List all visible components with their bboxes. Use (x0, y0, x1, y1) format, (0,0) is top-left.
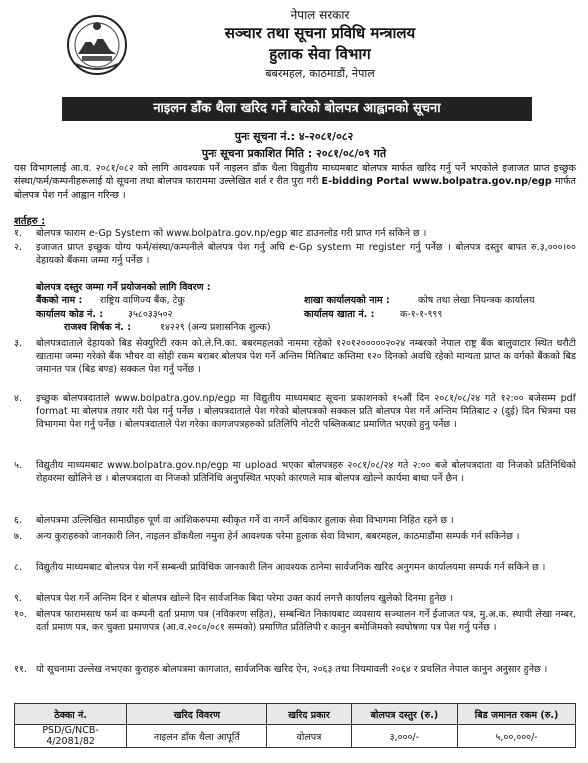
department-address: बबरमहल, काठमाडौं, नेपाल (265, 67, 375, 80)
condition-item (14, 227, 576, 240)
condition-item (14, 241, 576, 267)
intro-tail: मार्फत बोलपत्र पेश गर्न आह्वान गरिन्छ । (14, 176, 576, 201)
nepal-emblem-icon (66, 14, 128, 76)
header (0, 4, 588, 94)
cell-type: वोलपत्र (267, 725, 351, 748)
col-header-type: खरिद प्रकार (267, 704, 351, 725)
condition-item (14, 514, 576, 527)
branch-value: कोष तथा लेखा नियन्त्रक कार्यालय (418, 295, 535, 307)
condition-item (14, 592, 576, 605)
condition-item (14, 608, 576, 634)
table-row (15, 725, 576, 748)
condition-text: विद्युतीय माध्यमबाट www.bolpatra.gov.np/egp मा upload भएका बोलपत्रहरु २०८१/०८/२४ गते २:०० बजे बोलपत्रदाता वा निजको प्रतिनिधिको रोहवरमा खोलिने छ । बोलपत्रदाता वा निजको प्रतिनिधि अनुपस्थित भएको कारणले मात्र बोलपत्र खोल्ने कार्यमा बाधा पर्ने छैन । (36, 460, 576, 485)
condition-item (14, 561, 576, 574)
condition-number: १. (14, 228, 22, 239)
cell-contract-no: PSD/G/NCB- 4/2081/82 (15, 725, 127, 748)
published-date: पुनः सूचना प्रकाशित मिति : २०८१/०८/०९ गते (201, 147, 387, 160)
revenue-label: राजश्व शिर्षक नं. : (64, 322, 132, 334)
condition-item (14, 392, 576, 432)
conditions-title: शर्तहरु : (14, 216, 46, 227)
revenue-value: १४२२९ (अन्य प्रशासनिक शुल्क) (160, 322, 271, 334)
condition-text: इच्छुक बोलपत्रदाताले www.bolpatra.gov.np/egp मा विद्युतीय माध्यमबाट सूचना प्रकाशनको १५औं दिन २०८१/०८/२४ गते १२:०० बजेसम्म pdf format मा बोलपत्र तयार गरी पेश गर्नु पर्नेछ । बोलपत्रदाताले पेश गरेको बोलपत्रको सक्कल प्रति बोलपत्र पेश गर्ने अन्तिम मितिबाट २ (दुई) दिन भित्रमा यस विभागमा पेश गर्नु पर्नेछ । बोलपत्रदाताले पेश गरेका कागजपत्रहरुको प्रतिलिपि नोटरी पब्लिकबाट प्रमाणित भएको हुनु पर्नेछ । (36, 393, 576, 431)
condition-number: ७. (14, 531, 22, 542)
condition-text: बोलपत्र फाराम e-Gp System को www.bolpatra.gov.np/egp बाट डाउनलोड गरी प्राप्त गर्न सकिने छ । (36, 228, 427, 239)
col-header-bid-security: बिड जमानत रकम (रु.) (458, 704, 576, 725)
condition-text: बोलपत्र पेश गर्ने अन्तिम दिन र बोलपत्र खोल्ने दिन सार्वजनिक बिदा परेमा उक्त कार्य लगत्तै कार्यालय खुलेको दिनमा हुनेछ । (36, 593, 453, 604)
condition-text: इजाजत प्राप्त इच्छुक योग्य फर्म/संस्था/कम्पनीले बोलपत्र पेश गर्नु अघि e-Gp system मा register गर्नु पर्नेछ । बोलपत्र दस्तुर बापत रु.३,०००।०० देहायको बैंकमा जम्मा गर्नु पर्नेछ । (36, 242, 576, 267)
table-header-row (15, 704, 576, 725)
condition-number: ८. (14, 562, 22, 573)
col-header-description: खरिद विवरण (127, 704, 267, 725)
condition-number: १०. (14, 609, 27, 620)
condition-text: यो सूचनामा उल्लेख नभएका कुराहरु बोलपत्रमा कागजात, सार्वजनिक खरिद ऐन, २०६३ तथा नियमावली २०६४ र प्रचलित नेपाल कानुन अनुसार हुनेछ । (36, 664, 548, 675)
condition-item (14, 459, 576, 485)
condition-item (14, 337, 576, 377)
fee-details (36, 281, 576, 335)
col-header-bid-fee: बोलपत्र दस्तुर (रु.) (351, 704, 458, 725)
condition-item (14, 530, 576, 543)
condition-number: ३. (14, 338, 22, 349)
condition-number: ४. (14, 393, 22, 404)
tender-table (14, 703, 576, 748)
fee-title: बोलपत्र दस्तुर जम्मा गर्ने प्रयोजनको लागि विवरण : (36, 282, 211, 293)
bank-value: राष्ट्रिय वाणिज्य बैंक, टेकु (100, 295, 185, 307)
department-name: हुलाक सेवा विभाग (269, 45, 371, 63)
condition-number: ९. (14, 593, 22, 604)
condition-number: ५. (14, 460, 22, 471)
cell-description: नाइलन डाँक थैला आपूर्ति (127, 725, 267, 748)
cell-bid-fee: ३,०००/- (351, 725, 458, 748)
office-account-value: क-१-१-९९९ (400, 308, 443, 320)
intro-text: यस विभागलाई आ.व. २०८१/०८२ को लागि आवश्यक पर्ने नाइलन डाँक थैला विद्युतीय माध्यमबाट बोलपत्र मार्फत खरिद गर्नु पर्ने भएकोले इजाजत प्राप्त इच्छुक संस्था/फर्म/कम्पनीहरूलाई यो सूचना तथा बोलपत्र फाराममा उल्लेखित शर्त र रीत पुरा गरी (14, 163, 576, 188)
condition-text: बोलपत्रदाताले देहायको बिड सेक्युरिटी रकम को.ले.नि.का. बबरमहलको नाममा रहेको १२०१२०००००२०२४ नम्बरको नेपाल राष्ट्र बैंक बालुवाटार स्थित धरौटी खातामा जम्मा गरेको बैंक भौचर वा सोही रकम बराबर बोलपत्र पेश गर्ने अन्तिम मितिबाट कम्तिमा १२० दिनको अवधि रहेको मान्यता प्राप्त क वर्गको बैंकको बिड जमानत पत्र (बिड बण्ड) सक्कल पेश गर्नु पर्नेछ । (36, 338, 576, 376)
cell-bid-security: ५,००,०००/- (458, 725, 576, 748)
ministry-name: सञ्चार तथा सूचना प्रविधि मन्त्रालय (224, 24, 416, 42)
bank-label: बैंकको नाम : (36, 295, 83, 307)
col-header-contract-no: ठेक्का नं. (15, 704, 127, 725)
condition-text: अन्य कुराहरुको जानकारी लिन, नाइलन डाँकथैला नमुना हेर्न आवश्यक परेमा हुलाक सेवा विभाग, बबरमहल, काठमाडौंमा सम्पर्क गर्न सकिनेछ । (36, 531, 520, 542)
office-code-label: कार्यालय कोड नं. : (36, 308, 104, 320)
intro-paragraph (14, 162, 576, 202)
condition-text: बोलपत्रमा उल्लिखित सामाग्रीहरु पूर्ण वा आंशिकरुपमा स्वीकृत गर्ने वा नगर्ने अधिकार हुलाक सेवा विभागमा निहित रहने छ । (36, 515, 454, 526)
condition-number: २. (14, 242, 22, 253)
intro-portal: E-bidding Portal www.bolpatra.gov.np/egp (321, 176, 552, 188)
branch-label: शाखा कार्यालयको नाम : (304, 295, 390, 307)
office-account-label: कार्यालय खाता नं. : (304, 308, 375, 320)
office-code-value: ३५८०३३५०२ (128, 308, 173, 320)
notice-title: नाइलन डाँक थैला खरिद गर्ने बारेको बोलपत्र आह्वानको सूचना (62, 97, 532, 121)
condition-number: ११. (14, 664, 27, 675)
condition-text: विद्युतीय माध्यमबाट बोलपत्र पेश गर्ने सम्बन्धी प्राविधिक जानकारी लिन आवश्यक ठानेमा सार्वजनिक खरिद अनुगमन कार्यालयमा सम्पर्क गर्न सकिने छ । (36, 562, 546, 573)
government-name: नेपाल सरकार (290, 8, 350, 22)
reference-number: पुनः सूचना नं.: ४-२०८१/०८२ (234, 130, 354, 143)
condition-number: ६. (14, 515, 22, 526)
condition-text: बोलपत्र फारामसाथ फर्म वा कम्पनी दर्ता प्रमाण पत्र (नविकरण सहित), सम्बन्धित निकायबाट व्यवसाय सञ्चालन गर्ने ईजाजत पत्र, मु.अ.क. स्थायी लेखा नम्बर, दर्ता प्रमाण पत्र, कर चुक्ता प्रमाणपत्र (आ.व.२०८०/०८१ सम्मको) प्रमाणित प्रतिलिपी र कानुन बमोजिमको स्वघोषणा पत्र पेश गर्नु पर्नेछ । (36, 609, 576, 634)
condition-item (14, 663, 576, 676)
